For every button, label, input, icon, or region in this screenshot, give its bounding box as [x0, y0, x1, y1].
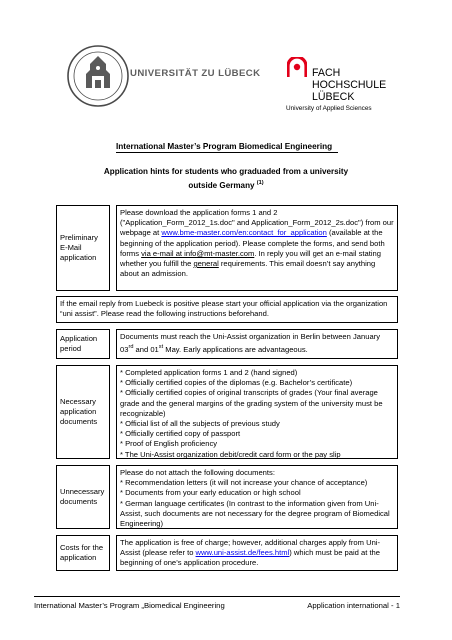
list-item: * The Uni-Assist organization debit/credit card form or the pay slip [120, 449, 341, 459]
list-item: * Officially certified copy of passport [120, 429, 241, 439]
fh-name-line-1: FACH [312, 67, 341, 79]
fh-name-line-2: HOCHSCHULE [312, 79, 387, 91]
list-item: * Completed application forms 1 and 2 (hand signed) [120, 368, 298, 377]
title-underline [116, 152, 338, 153]
preliminary-text-3: . In reply you will get an e-mail stating whether you fulfill the [120, 248, 381, 269]
list-item: * Documents from your early education or high school [120, 488, 301, 498]
period-text-1: Documents must reach the Uni-Assist organization in Berlin between January 03 [120, 332, 381, 355]
fh-subtitle: University of Applied Sciences [286, 105, 372, 112]
necessary-list [116, 365, 398, 459]
label-costs-text: Costs for the application [60, 542, 104, 562]
preliminary-text-2: (available at the beginning of the application period). Please complete the forms, and send both forms [120, 228, 385, 258]
label-necessary-text: Necessary application documents [60, 396, 98, 427]
hint-title-line-2 [0, 180, 452, 190]
footnote-marker: (1) [256, 180, 264, 186]
label-unnecessary-text: Unnecessary documents [60, 486, 105, 506]
preliminary-text [116, 205, 398, 291]
fh-name-line-3: LÜBECK [312, 91, 355, 103]
list-item: * Officially certified copies of original transcripts of grades (Your final average grade and the general margins of the grading system of the university must be recognizable) [120, 388, 383, 418]
hint-title-line-1: Application hints for students who graduaded from a university [103, 167, 349, 176]
university-seal-icon [66, 44, 130, 108]
list-item: * Recommendation letters (it will not increase your chance of acceptance) [120, 478, 368, 488]
period-text-2: and 01 [133, 345, 159, 355]
fh-logo-mark-icon [287, 57, 307, 79]
university-logo [66, 44, 261, 110]
label-period-text: Application period [60, 333, 98, 353]
fachhochschule-logo [286, 54, 436, 114]
footer-program: International Master’s Program „Biomedical Engineering [34, 601, 225, 610]
list-item: Please do not attach the following documents: [120, 468, 275, 477]
hint-title-text: outside Germany [188, 181, 255, 190]
contact-application-link[interactable]: www.bme-master.com/en:contact_for_application [161, 228, 327, 238]
uni-assist-fees-link[interactable]: www.uni-assist.de/fees.html [195, 548, 290, 558]
uni-assist-notice: If the email reply from Luebeck is positive please start your official application via the organization “uni assist”. Please read the following instructions beforehand. [56, 296, 398, 323]
period-sup-2: st [158, 344, 164, 351]
period-text [116, 329, 398, 359]
label-period [56, 329, 110, 359]
list-item: * Proof of English proficiency [120, 439, 218, 449]
costs-text [116, 535, 398, 571]
unnecessary-list [116, 465, 398, 529]
costs-text-1: The application is free of charge; however, additional charges apply from Uni-Assist (please refer to [120, 538, 381, 558]
footer-page-label: Application international - 1 [307, 601, 400, 610]
preliminary-text-1: Please download the application forms 1 and 2 ("Application_Form_2012_1s.doc" and Application_Form_2012_2s.doc") from our webpage at [120, 208, 394, 238]
list-item: * Official list of all the subjects of previous study [120, 419, 280, 429]
program-title: International Master’s Program Biomedical Engineering [116, 142, 333, 151]
general-underlined: general [193, 259, 219, 269]
costs-text-2: ) which must be paid at the beginning of one’s application procedure. [120, 548, 381, 568]
list-item: * German language certificates (In contrast to the information given from Uni-Assist, such documents are not necessary for the degree program of Biomedical Engineering) [120, 498, 390, 529]
list-item: * Officially certified copies of the diplomas (e.g. Bachelor’s certificate) [120, 378, 353, 388]
period-text-3: May. Early applications are advantageous. [163, 345, 308, 355]
label-preliminary-text: Preliminary E-Mail application [60, 232, 98, 263]
label-unnecessary [56, 465, 110, 529]
label-preliminary [56, 205, 110, 291]
footer-rule [34, 596, 400, 597]
label-costs [56, 535, 110, 571]
preliminary-text-4: requirements. This email doesn’t say anything about an admission. [120, 259, 376, 279]
label-necessary [56, 365, 110, 459]
university-name: UNIVERSITÄT ZU LÜBECK [130, 68, 261, 79]
email-link[interactable]: via e-mail at info@mt-master.com [141, 248, 255, 258]
period-sup-1: rd [128, 344, 134, 351]
